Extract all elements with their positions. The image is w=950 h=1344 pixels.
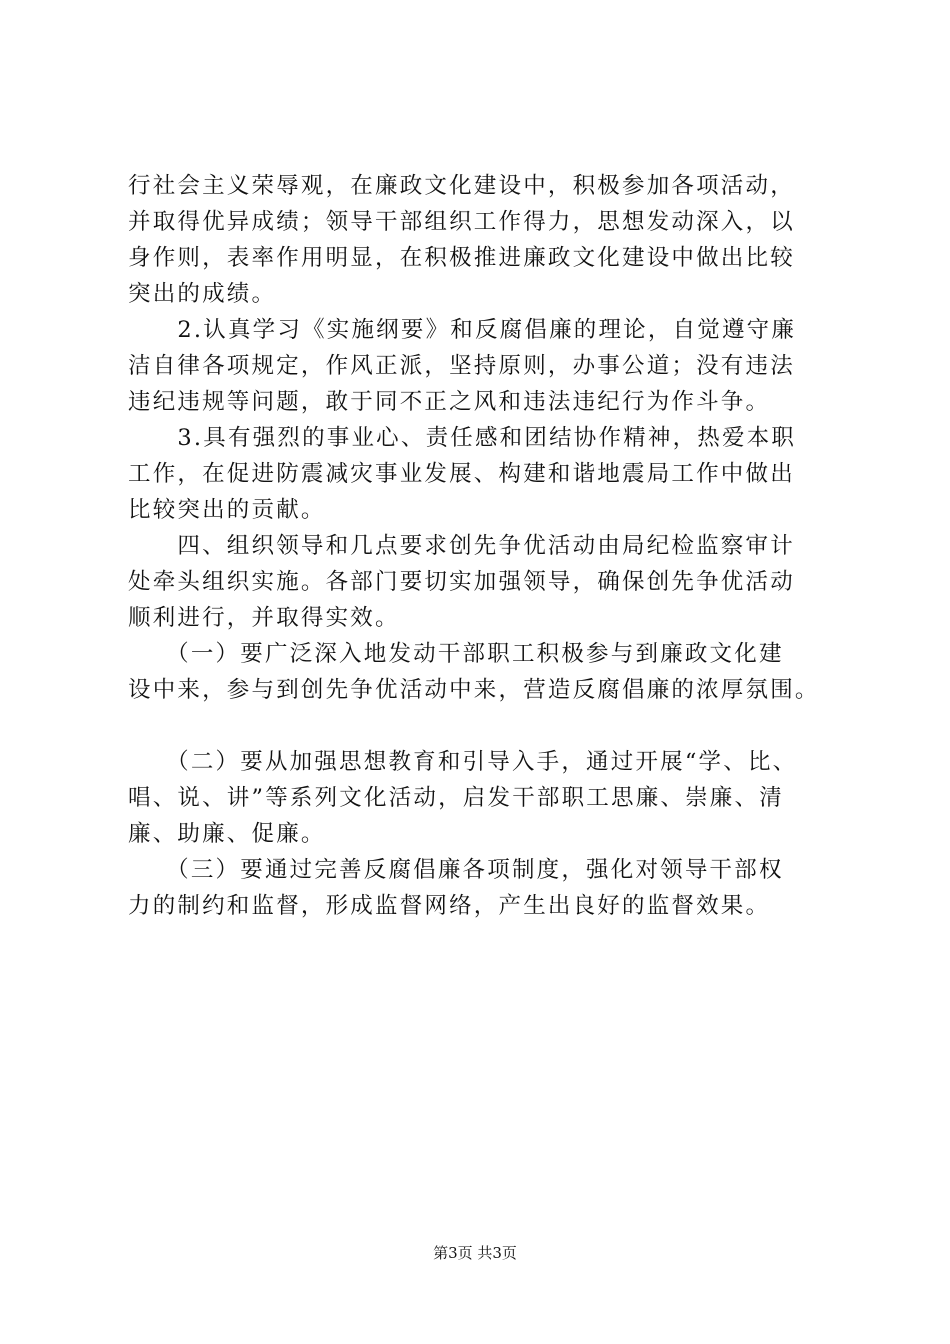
text-line: 唱、说、讲”等系列文化活动，启发干部职工思廉、崇廉、清 xyxy=(128,785,784,811)
text-line: 违纪违规等问题，敢于同不正之风和违法违纪行为作斗争。 xyxy=(128,389,771,415)
text-line: 比较突出的贡献。 xyxy=(128,497,326,523)
text-line: 处牵头组织实施。各部门要切实加强领导，确保创先争优活动 xyxy=(128,569,795,595)
text-line: 行社会主义荣辱观，在廉政文化建设中，积极参加各项活动， xyxy=(128,173,795,199)
paragraph-p3 xyxy=(128,420,840,528)
text-line: （三）要通过完善反腐倡廉各项制度，强化对领导干部权 xyxy=(128,857,784,883)
paragraph-p6 xyxy=(128,744,840,852)
text-line: 突出的成绩。 xyxy=(128,281,277,307)
page-footer xyxy=(0,1243,950,1263)
text-line: 3.具有强烈的事业心、责任感和团结协作精神，热爱本职 xyxy=(128,425,797,451)
text-line: 廉、助廉、促廉。 xyxy=(128,821,326,847)
text-line: 力的制约和监督，形成监督网络，产生出良好的监督效果。 xyxy=(128,893,771,919)
text-line: 身作则，表率作用明显，在积极推进廉政文化建设中做出比较 xyxy=(128,245,795,271)
paragraph-p2 xyxy=(128,312,840,420)
text-line: （二）要从加强思想教育和引导入手，通过开展“学、比、 xyxy=(128,749,798,775)
document-body xyxy=(128,168,840,924)
text-line: 工作，在促进防震减灾事业发展、构建和谐地震局工作中做出 xyxy=(128,461,795,487)
text-line: 并取得优异成绩；领导干部组织工作得力，思想发动深入，以 xyxy=(128,209,795,235)
paragraph-p1 xyxy=(128,168,840,312)
text-line: 四、组织领导和几点要求创先争优活动由局纪检监察审计 xyxy=(128,533,795,559)
page-number-label: 第3页 共3页 xyxy=(433,1244,517,1262)
text-line: 洁自律各项规定，作风正派，坚持原则，办事公道；没有违法 xyxy=(128,353,795,379)
paragraph-p5 xyxy=(128,636,840,708)
text-line: 设中来，参与到创先争优活动中来，营造反腐倡廉的浓厚氛围。 xyxy=(128,677,820,703)
text-line: 2.认真学习《实施纲要》和反腐倡廉的理论，自觉遵守廉 xyxy=(128,317,797,343)
text-line: 顺利进行，并取得实效。 xyxy=(128,605,400,631)
paragraph-p4 xyxy=(128,528,840,636)
text-line: （一）要广泛深入地发动干部职工积极参与到廉政文化建 xyxy=(128,641,784,667)
paragraph-p7 xyxy=(128,852,840,924)
paragraph-spacer xyxy=(128,708,840,744)
